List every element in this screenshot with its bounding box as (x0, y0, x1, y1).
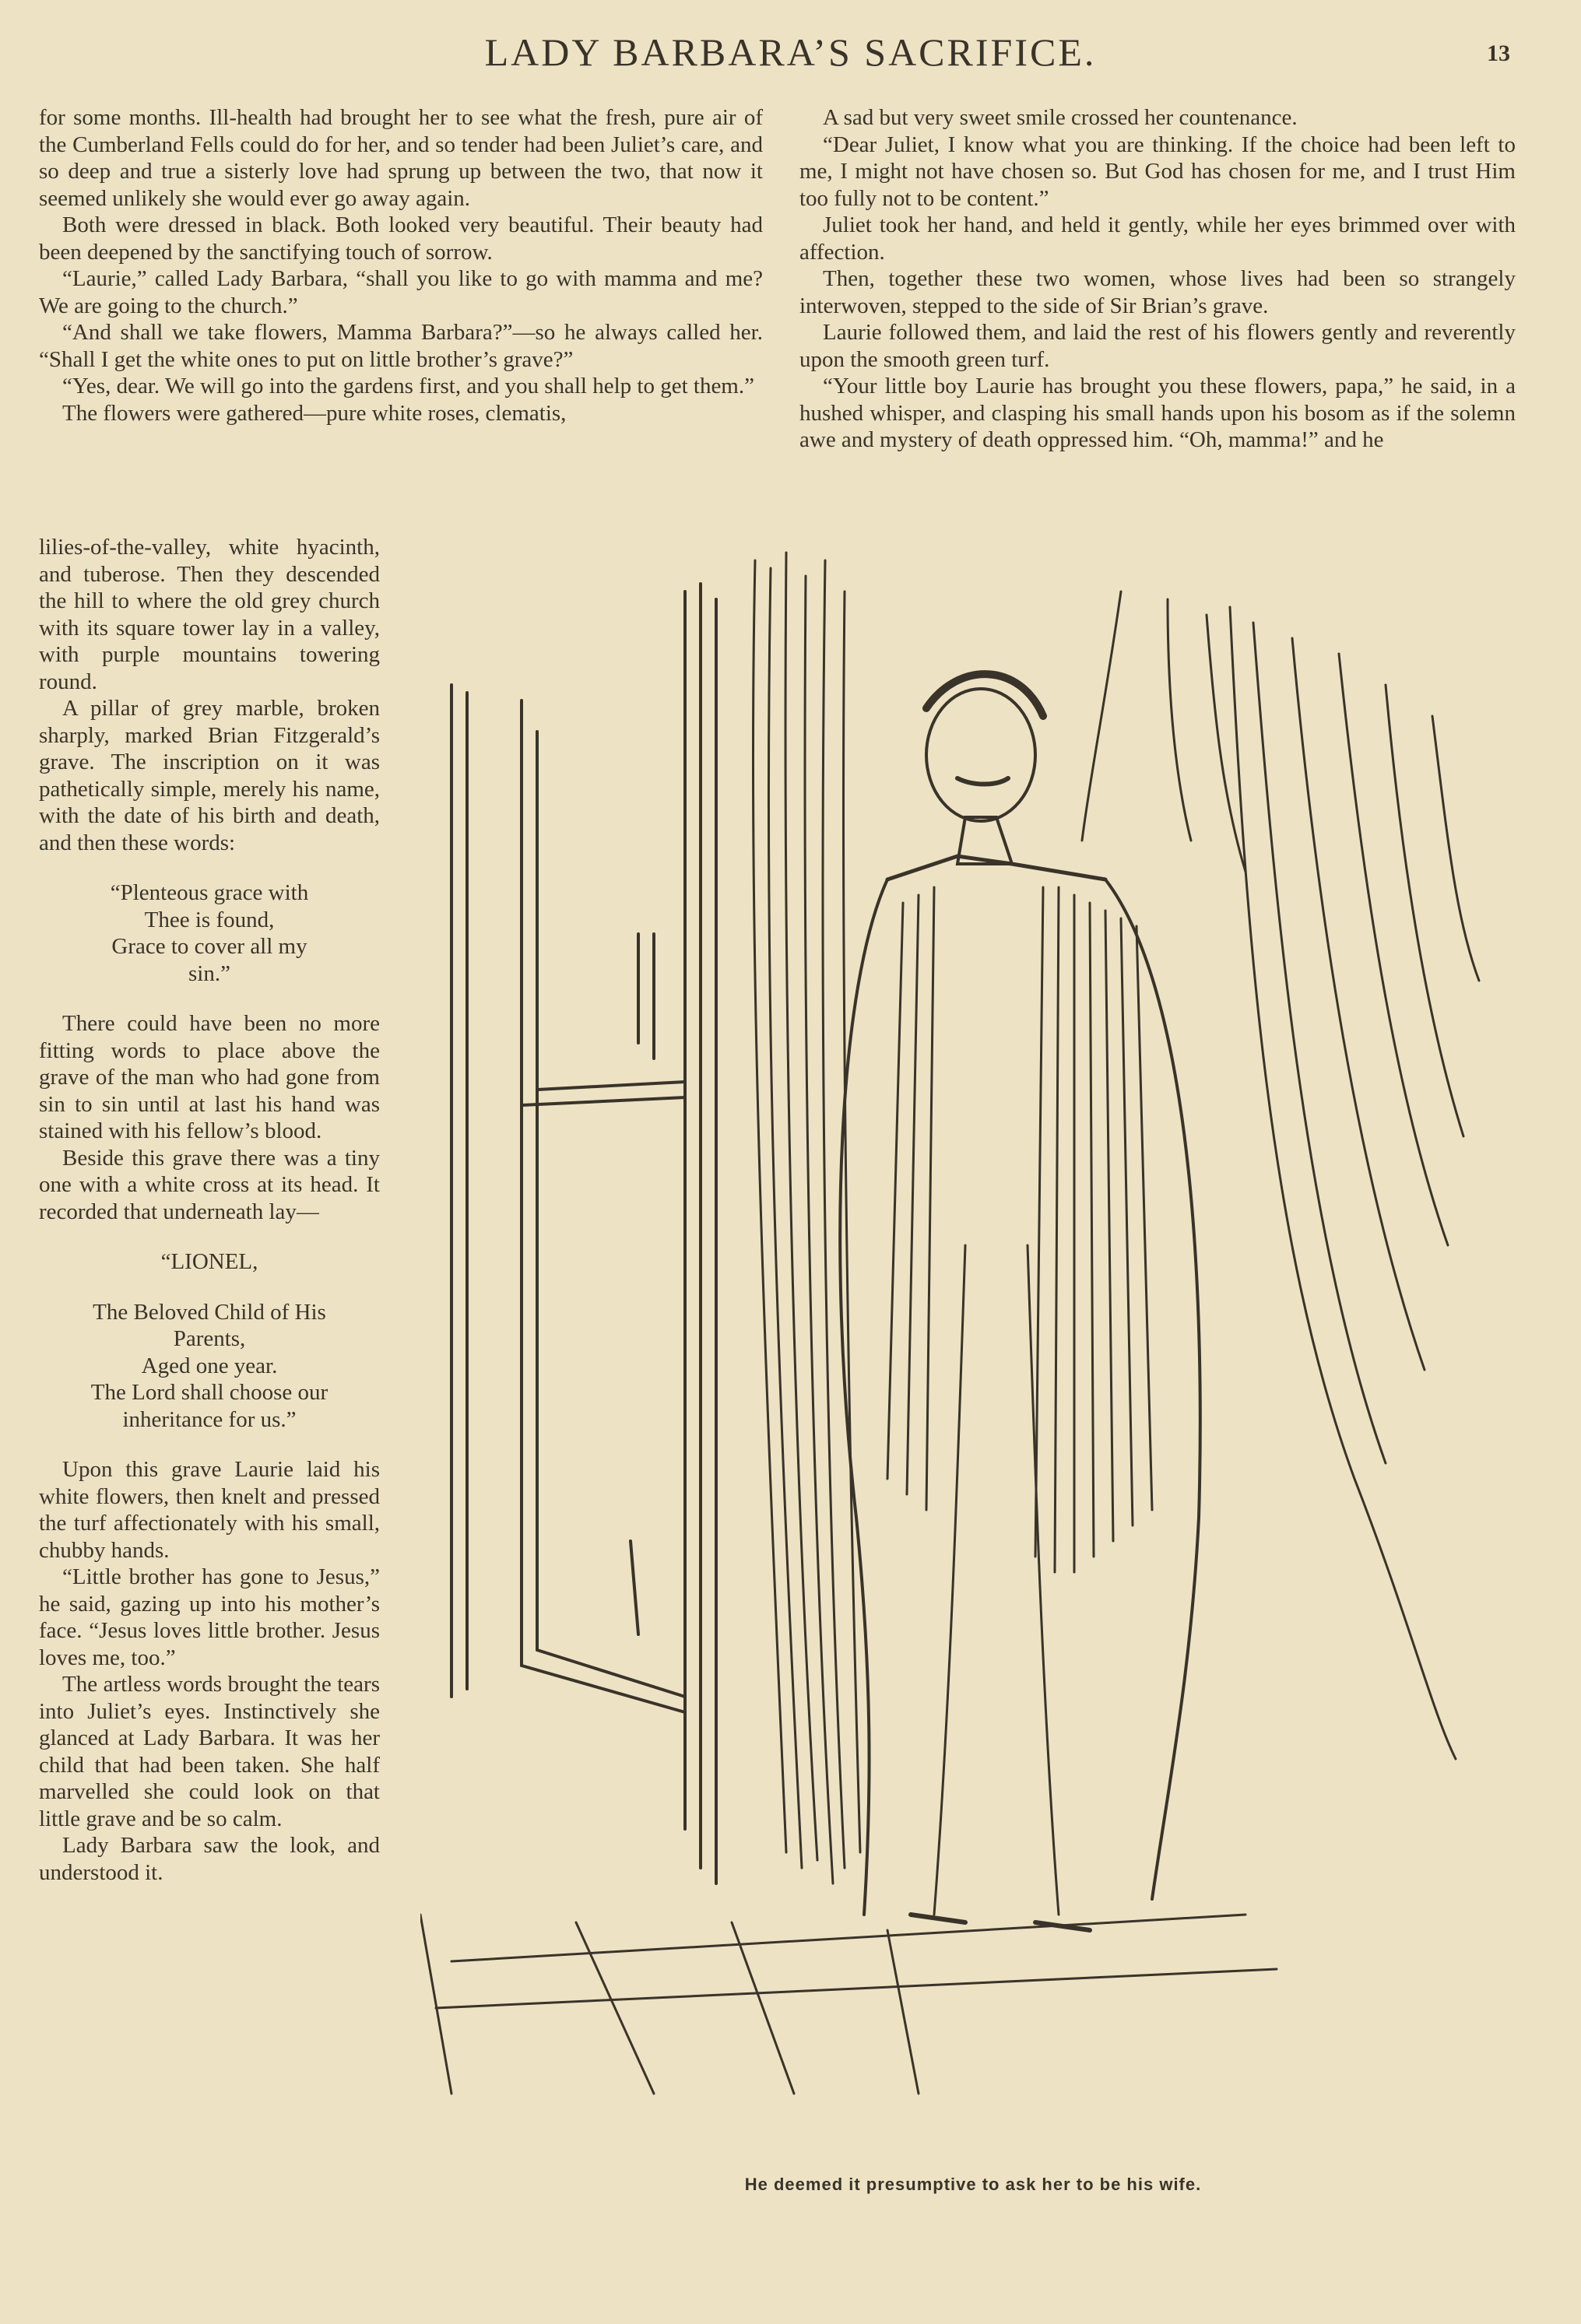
man-figure (840, 674, 1200, 1930)
paragraph: Laurie followed them, and laid the rest of his flowers gently and reverently upon the smooth green turf. (799, 320, 1516, 372)
paragraph: Both were dressed in black. Both looked very beautiful. Their beauty had been deepened by the sanctifying touch of sorrow. (39, 212, 763, 265)
paragraph: lilies-of-the-valley, white hyacinth, and tuberose. Then they descended the hill to where the old grey church with its square tower lay in a valley, with purple mountains towering round. (39, 535, 380, 694)
paragraph: “Dear Juliet, I know what you are thinking. If the choice had been left to me, I might not have chosen so. But God has chosen for me, and I trust Him too fully not to be content.” (799, 132, 1516, 211)
paragraph: “Your little boy Laurie has brought you these flowers, papa,” he said, in a hushed whisper, and clasping his small hands upon his bosom as if the solemn awe and mystery of death oppressed him. “Oh, mamma!” and he (799, 374, 1516, 452)
paragraph: Juliet took her hand, and held it gently, while her eyes brimmed over with affection. (799, 212, 1516, 265)
paragraph: “Laurie,” called Lady Barbara, “shall you like to go with mamma and me? We are going to the church.” (39, 266, 763, 318)
paragraph: The flowers were gathered—pure white roses, clematis, (62, 400, 567, 426)
epitaph-line: Parents, (173, 1326, 246, 1351)
epitaph-line: “LIONEL, (160, 1249, 258, 1274)
paragraph: “Little brother has gone to Jesus,” he said, gazing up into his mother’s face. “Jesus loves little brother. Jesus loves me, too.” (39, 1564, 380, 1670)
paragraph: Lady Barbara saw the look, and understood it. (39, 1833, 380, 1885)
epitaph-line: The Beloved Child of His (93, 1299, 326, 1325)
epitaph-line: The Lord shall choose our (90, 1380, 328, 1405)
left-column-top (39, 104, 763, 427)
verse-line: “Plenteous grace with (110, 880, 309, 905)
illustration-caption: He deemed it presumptive to ask her to be his wife. (744, 2175, 1202, 2194)
paragraph: Beside this grave there was a tiny one with a white cross at its head. It recorded that underneath lay— (39, 1145, 380, 1224)
verse-line: Thee is found, (144, 907, 275, 932)
paragraph: The artless words brought the tears into Juliet’s eyes. Instinctively she glanced at Lady Barbara. It was her child that had been taken. She half marvelled she could look on that little grave and be so calm. (39, 1672, 380, 1831)
coat-shading (887, 887, 1152, 1572)
verse-line: sin.” (188, 960, 230, 986)
engraving-illustration (420, 545, 1526, 2148)
right-column-top (799, 104, 1516, 454)
epitaph-line: Aged one year. (141, 1353, 278, 1378)
paragraph: A sad but very sweet smile crossed her countenance. (823, 105, 1298, 130)
paragraph: A pillar of grey marble, broken sharply, marked Brian Fitzgerald’s grave. The inscription on it was pathetically simple, merely his name, with the date of his birth and death, and then these words: (39, 696, 380, 855)
door-frame (451, 584, 716, 1883)
curtain-left (753, 553, 860, 1883)
paragraph: “Yes, dear. We will go into the gardens first, and you shall help to get them.” (62, 374, 754, 398)
paragraph: There could have been no more fitting words to place above the grave of the man who had gone from sin to sin until at last his hand was stained with his fellow’s blood. (39, 1011, 380, 1143)
paragraph: Upon this grave Laurie laid his white flowers, then knelt and pressed the turf affectionately with his small, chubby hands. (39, 1457, 380, 1563)
epitaph (39, 1248, 380, 1433)
page-number: 13 (1487, 40, 1510, 66)
curtain-right (1082, 592, 1479, 1759)
floor (420, 1915, 1277, 2094)
grave-inscription-verse (39, 879, 380, 987)
paragraph: Then, together these two women, whose lives had been so strangely interwoven, stepped to the side of Sir Brian’s grave. (799, 266, 1516, 318)
running-title: LADY BARBARA’S SACRIFICE. (484, 30, 1097, 74)
paragraph: “And shall we take flowers, Mamma Barbara?”—so he always called her. “Shall I get the white ones to put on little brother’s grave?” (39, 320, 763, 372)
epitaph-line: inheritance for us.” (122, 1406, 297, 1432)
paragraph: for some months. Ill-health had brought her to see what the fresh, pure air of the Cumberland Fells could do for her, and so tender had been Juliet’s care, and so deep and true a sisterly love had sprung up between the two, that now it seemed unlikely she would ever go away again. (39, 105, 763, 211)
left-column-narrow (39, 534, 380, 1886)
verse-line: Grace to cover all my (111, 934, 307, 959)
